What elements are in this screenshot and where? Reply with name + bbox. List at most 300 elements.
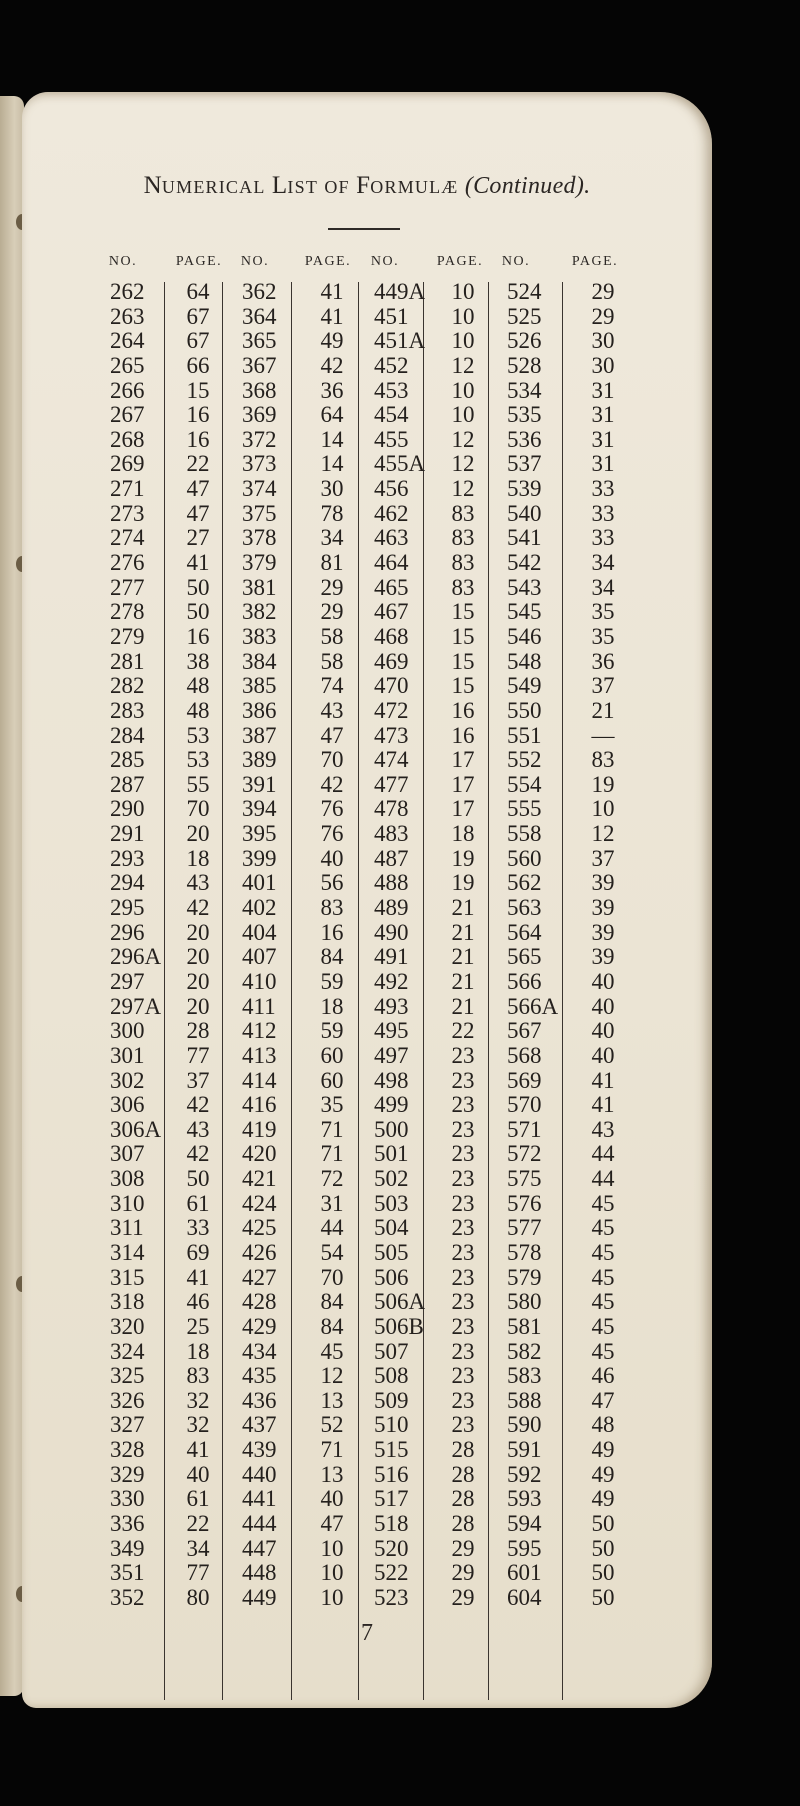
formula-number: 522 <box>374 1560 409 1586</box>
formula-number: 379 <box>242 550 277 576</box>
page-number: 61 <box>186 1190 210 1216</box>
page-number: 27 <box>186 525 210 551</box>
page-number: 45 <box>591 1215 615 1241</box>
formula-number: 410 <box>242 968 277 994</box>
formula-number: 274 <box>110 525 145 551</box>
page-number: 22 <box>451 1018 475 1044</box>
formula-number: 568 <box>507 1042 542 1068</box>
page-number: 45 <box>591 1338 615 1364</box>
page-number: 35 <box>320 1092 344 1118</box>
page-number: 15 <box>451 648 475 674</box>
page-number: 67 <box>186 303 210 329</box>
formula-number: 472 <box>374 697 409 723</box>
formula-number: 581 <box>507 1313 542 1339</box>
formula-number: 281 <box>110 648 145 674</box>
page-number: 67 <box>186 328 210 354</box>
formula-number: 536 <box>507 426 542 452</box>
page-number: 84 <box>320 944 344 970</box>
formula-number: 552 <box>507 747 542 773</box>
page-number-column <box>304 280 360 1611</box>
formula-number: 387 <box>242 722 277 748</box>
page-number: 30 <box>591 328 615 354</box>
formula-number: 558 <box>507 821 542 847</box>
formula-number: 429 <box>242 1313 277 1339</box>
formula-number: 352 <box>110 1584 145 1610</box>
page-number: 10 <box>451 303 475 329</box>
page-number: 12 <box>591 821 615 847</box>
page-number: 45 <box>591 1264 615 1290</box>
formula-number: 449A <box>374 279 426 304</box>
page-number: 41 <box>186 550 210 576</box>
page-number: 58 <box>320 623 344 649</box>
page-number: 40 <box>591 968 615 994</box>
formula-number: 367 <box>242 352 277 378</box>
page-number: 36 <box>591 648 615 674</box>
page-number: 22 <box>186 1511 210 1537</box>
page-number: 15 <box>451 599 475 625</box>
formula-number: 506B <box>374 1313 424 1339</box>
page-number: 59 <box>320 968 344 994</box>
page-number: 10 <box>451 377 475 403</box>
page-number: 17 <box>451 771 475 797</box>
page-number: 15 <box>186 377 210 403</box>
page-number: 17 <box>451 747 475 773</box>
formula-number: 490 <box>374 919 409 945</box>
formula-number: 489 <box>374 895 409 921</box>
formula-number: 520 <box>374 1535 409 1561</box>
formula-number: 571 <box>507 1116 542 1142</box>
formula-number: 404 <box>242 919 277 945</box>
page-number: 10 <box>320 1535 344 1561</box>
header-page: PAGE. <box>571 254 619 269</box>
formula-number-column <box>507 280 558 1611</box>
facing-page-edge <box>0 96 24 1696</box>
page-number: 18 <box>186 845 210 871</box>
page-number: 22 <box>186 451 210 477</box>
page-number: 40 <box>591 1018 615 1044</box>
formula-number: 483 <box>374 821 409 847</box>
formula-number: 434 <box>242 1338 277 1364</box>
formula-number: 375 <box>242 500 277 526</box>
page-number: 29 <box>591 303 615 329</box>
page-number: 23 <box>451 1067 475 1093</box>
formula-number: 491 <box>374 944 409 970</box>
formula-number: 425 <box>242 1215 277 1241</box>
page-number: 84 <box>320 1289 344 1315</box>
formula-number: 591 <box>507 1437 542 1463</box>
formula-number: 301 <box>110 1042 145 1068</box>
page-number: 44 <box>591 1141 615 1167</box>
page-number: 37 <box>186 1067 210 1093</box>
page-number: 49 <box>591 1461 615 1487</box>
formula-number: 503 <box>374 1190 409 1216</box>
formula-number: 560 <box>507 845 542 871</box>
formula-number: 351 <box>110 1560 145 1586</box>
formula-number: 428 <box>242 1289 277 1315</box>
formula-number: 318 <box>110 1289 145 1315</box>
page-number: 72 <box>320 1166 344 1192</box>
formula-number: 469 <box>374 648 409 674</box>
formula-number: 510 <box>374 1412 409 1438</box>
page-number: 64 <box>320 402 344 428</box>
page-number: 40 <box>591 993 615 1019</box>
page-number: 50 <box>591 1560 615 1586</box>
formula-number: 279 <box>110 623 145 649</box>
formula-number: 451A <box>374 328 426 354</box>
formula-number: 416 <box>242 1092 277 1118</box>
formula-number: 424 <box>242 1190 277 1216</box>
page-number: 38 <box>186 648 210 674</box>
page-number: 47 <box>186 500 210 526</box>
page-number: 25 <box>186 1313 210 1339</box>
formula-number-column <box>242 280 277 1611</box>
page-number: 23 <box>451 1289 475 1315</box>
formula-number: 550 <box>507 697 542 723</box>
formula-number: 509 <box>374 1387 409 1413</box>
formula-number: 273 <box>110 500 145 526</box>
formula-number: 306 <box>110 1092 145 1118</box>
formula-number: 504 <box>374 1215 409 1241</box>
formula-number: 580 <box>507 1289 542 1315</box>
page-number: 29 <box>320 599 344 625</box>
formula-number: 525 <box>507 303 542 329</box>
page-number: 45 <box>591 1239 615 1265</box>
header-no: NO. <box>370 254 400 269</box>
book-page <box>22 92 712 1708</box>
page-number: 23 <box>451 1215 475 1241</box>
page-number: 61 <box>186 1486 210 1512</box>
formula-number: 478 <box>374 796 409 822</box>
formula-number: 604 <box>507 1584 542 1610</box>
formula-number: 372 <box>242 426 277 452</box>
page-number: 81 <box>320 550 344 576</box>
formula-number: 542 <box>507 550 542 576</box>
formula-number: 320 <box>110 1313 145 1339</box>
page-number: 23 <box>451 1363 475 1389</box>
formula-number: 283 <box>110 697 145 723</box>
formula-number: 441 <box>242 1486 277 1512</box>
page-number: 41 <box>591 1092 615 1118</box>
formula-number: 326 <box>110 1387 145 1413</box>
page-number: 17 <box>451 796 475 822</box>
formula-number: 499 <box>374 1092 409 1118</box>
formula-number: 448 <box>242 1560 277 1586</box>
formula-number: 395 <box>242 821 277 847</box>
page-number: 40 <box>320 1486 344 1512</box>
formula-number: 297 <box>110 968 145 994</box>
formula-number: 297A <box>110 993 162 1019</box>
page-number: 76 <box>320 796 344 822</box>
formula-number: 285 <box>110 747 145 773</box>
formula-number: 593 <box>507 1486 542 1512</box>
formula-number: 311 <box>110 1215 144 1241</box>
formula-number: 267 <box>110 402 145 428</box>
page-number: 59 <box>320 1018 344 1044</box>
formula-number: 541 <box>507 525 542 551</box>
formula-number: 506A <box>374 1289 426 1315</box>
page-number: 39 <box>591 919 615 945</box>
page-number: 29 <box>320 574 344 600</box>
formula-number: 389 <box>242 747 277 773</box>
page-number: 15 <box>451 623 475 649</box>
formula-number: 427 <box>242 1264 277 1290</box>
title-word: ORMULÆ <box>370 177 459 197</box>
formula-number: 473 <box>374 722 409 748</box>
page-number: 15 <box>451 673 475 699</box>
formula-number: 300 <box>110 1018 145 1044</box>
page-number: 50 <box>186 1166 210 1192</box>
formula-number: 465 <box>374 574 409 600</box>
formula-number: 365 <box>242 328 277 354</box>
page-number: 21 <box>591 697 615 723</box>
page-number: 19 <box>451 870 475 896</box>
formula-number: 495 <box>374 1018 409 1044</box>
formula-number: 455A <box>374 451 426 477</box>
page-number: 83 <box>451 574 475 600</box>
page-number: 43 <box>186 1116 210 1142</box>
page-number: 16 <box>451 722 475 748</box>
formula-number: 543 <box>507 574 542 600</box>
formula-number: 566A <box>507 993 559 1019</box>
page-number: 10 <box>451 402 475 428</box>
page-number: 10 <box>320 1584 344 1610</box>
formula-number: 563 <box>507 895 542 921</box>
formula-number: 291 <box>110 821 145 847</box>
page-number: 34 <box>320 525 344 551</box>
formula-number: 364 <box>242 303 277 329</box>
page-number: 83 <box>320 895 344 921</box>
header-no: NO. <box>240 254 270 269</box>
column-rule <box>164 282 165 1700</box>
page-number: 80 <box>186 1584 210 1610</box>
page-title <box>22 172 712 200</box>
page-number: 23 <box>451 1338 475 1364</box>
page-number: 43 <box>591 1116 615 1142</box>
page-number: 48 <box>186 697 210 723</box>
page-number: 23 <box>451 1042 475 1068</box>
page-number: 23 <box>451 1412 475 1438</box>
page-number: 13 <box>320 1461 344 1487</box>
page-number: 60 <box>320 1067 344 1093</box>
page-number: 70 <box>320 747 344 773</box>
formula-number: 447 <box>242 1535 277 1561</box>
page-number: 45 <box>320 1338 344 1364</box>
page-number: 29 <box>451 1560 475 1586</box>
page-number: 23 <box>451 1239 475 1265</box>
formula-number: 402 <box>242 895 277 921</box>
formula-number: 412 <box>242 1018 277 1044</box>
page-number: 76 <box>320 821 344 847</box>
page-number: 23 <box>451 1141 475 1167</box>
title-initial: F <box>356 172 371 199</box>
page-number: 39 <box>591 944 615 970</box>
formula-number: 537 <box>507 451 542 477</box>
page-number: 60 <box>320 1042 344 1068</box>
formula-number: 455 <box>374 426 409 452</box>
formula-number: 282 <box>110 673 145 699</box>
page-number: 21 <box>451 968 475 994</box>
page-number: 20 <box>186 993 210 1019</box>
formula-number: 502 <box>374 1166 409 1192</box>
formula-number: 505 <box>374 1239 409 1265</box>
page-number: 21 <box>451 993 475 1019</box>
formula-number: 374 <box>242 476 277 502</box>
page-number: 66 <box>186 352 210 378</box>
page-number: 31 <box>320 1190 344 1216</box>
page-number: 29 <box>451 1535 475 1561</box>
formula-number: 582 <box>507 1338 542 1364</box>
page-number: 47 <box>320 722 344 748</box>
page-number: 40 <box>320 845 344 871</box>
formula-number: 362 <box>242 279 277 304</box>
page-number: 19 <box>591 771 615 797</box>
formula-number: 493 <box>374 993 409 1019</box>
page-number: 41 <box>320 303 344 329</box>
column-rule <box>562 282 563 1700</box>
page-number: 28 <box>186 1018 210 1044</box>
formula-number: 391 <box>242 771 277 797</box>
formula-number: 464 <box>374 550 409 576</box>
header-page: PAGE. <box>436 254 484 269</box>
formula-number: 401 <box>242 870 277 896</box>
page-number: 43 <box>320 697 344 723</box>
formula-number: 454 <box>374 402 409 428</box>
page-number: — <box>591 722 615 748</box>
page-number: 33 <box>591 476 615 502</box>
page-number: 46 <box>186 1289 210 1315</box>
title-word: IST <box>287 177 319 197</box>
column-rule <box>291 282 292 1700</box>
formula-number: 293 <box>110 845 145 871</box>
page-number: 20 <box>186 944 210 970</box>
formula-number: 349 <box>110 1535 145 1561</box>
page-number: 42 <box>186 1141 210 1167</box>
formula-number: 539 <box>507 476 542 502</box>
page-number: 12 <box>451 352 475 378</box>
page-number: 33 <box>186 1215 210 1241</box>
formula-number: 456 <box>374 476 409 502</box>
page-number: 20 <box>186 821 210 847</box>
formula-number: 477 <box>374 771 409 797</box>
formula-number: 435 <box>242 1363 277 1389</box>
formula-number: 601 <box>507 1560 542 1586</box>
page-number: 32 <box>186 1387 210 1413</box>
page-number-column <box>575 280 631 1611</box>
formula-number-column <box>374 280 425 1611</box>
page-number: 10 <box>320 1560 344 1586</box>
formula-number: 290 <box>110 796 145 822</box>
page-number: 31 <box>591 451 615 477</box>
formula-number: 271 <box>110 476 145 502</box>
formula-number: 564 <box>507 919 542 945</box>
page-number: 53 <box>186 722 210 748</box>
formula-number: 440 <box>242 1461 277 1487</box>
formula-number: 462 <box>374 500 409 526</box>
page-number: 21 <box>451 919 475 945</box>
title-initial: L <box>271 172 288 199</box>
title-word: OF <box>324 177 350 197</box>
formula-number: 463 <box>374 525 409 551</box>
page-number: 23 <box>451 1190 475 1216</box>
formula-number: 268 <box>110 426 145 452</box>
formula-number: 306A <box>110 1116 162 1142</box>
page-number: 70 <box>186 796 210 822</box>
formula-number: 578 <box>507 1239 542 1265</box>
page-number: 23 <box>451 1092 475 1118</box>
formula-number: 383 <box>242 623 277 649</box>
formula-number: 562 <box>507 870 542 896</box>
page-number: 54 <box>320 1239 344 1265</box>
page-number: 12 <box>451 451 475 477</box>
page-number: 71 <box>320 1141 344 1167</box>
formula-number: 373 <box>242 451 277 477</box>
formula-number: 436 <box>242 1387 277 1413</box>
page-number: 33 <box>591 500 615 526</box>
page-number: 28 <box>451 1511 475 1537</box>
formula-number: 508 <box>374 1363 409 1389</box>
formula-number: 506 <box>374 1264 409 1290</box>
formula-number: 554 <box>507 771 542 797</box>
page-number: 23 <box>451 1387 475 1413</box>
page-number: 83 <box>186 1363 210 1389</box>
formula-number: 546 <box>507 623 542 649</box>
page-number: 45 <box>591 1190 615 1216</box>
formula-number: 385 <box>242 673 277 699</box>
formula-number: 368 <box>242 377 277 403</box>
page-number: 83 <box>591 747 615 773</box>
formula-number: 277 <box>110 574 145 600</box>
formula-number: 452 <box>374 352 409 378</box>
page-number: 28 <box>451 1437 475 1463</box>
header-page: PAGE. <box>304 254 352 269</box>
formula-number: 407 <box>242 944 277 970</box>
page-number-column <box>435 280 491 1611</box>
page-number: 41 <box>186 1264 210 1290</box>
formula-number: 487 <box>374 845 409 871</box>
formula-number: 449 <box>242 1584 277 1610</box>
page-number: 16 <box>186 426 210 452</box>
formula-number: 576 <box>507 1190 542 1216</box>
title-rule <box>328 228 400 230</box>
formula-number: 488 <box>374 870 409 896</box>
formula-number: 382 <box>242 599 277 625</box>
formula-number: 524 <box>507 279 542 304</box>
formula-number: 294 <box>110 870 145 896</box>
title-initial: N <box>143 172 162 199</box>
formula-number: 381 <box>242 574 277 600</box>
formula-number: 269 <box>110 451 145 477</box>
page-number: 30 <box>591 352 615 378</box>
formula-number: 590 <box>507 1412 542 1438</box>
formula-number: 540 <box>507 500 542 526</box>
formula-number: 414 <box>242 1067 277 1093</box>
page-number: 23 <box>451 1264 475 1290</box>
page-number: 50 <box>591 1535 615 1561</box>
formula-number: 594 <box>507 1511 542 1537</box>
formula-number: 308 <box>110 1166 145 1192</box>
page-number: 77 <box>186 1560 210 1586</box>
page-number: 29 <box>451 1584 475 1610</box>
page-number: 28 <box>451 1461 475 1487</box>
formula-number: 549 <box>507 673 542 699</box>
formula-number: 577 <box>507 1215 542 1241</box>
formula-number: 296 <box>110 919 145 945</box>
formula-number: 394 <box>242 796 277 822</box>
formula-number: 579 <box>507 1264 542 1290</box>
header-no: NO. <box>501 254 531 269</box>
page-number: 43 <box>186 870 210 896</box>
page-number: 77 <box>186 1042 210 1068</box>
